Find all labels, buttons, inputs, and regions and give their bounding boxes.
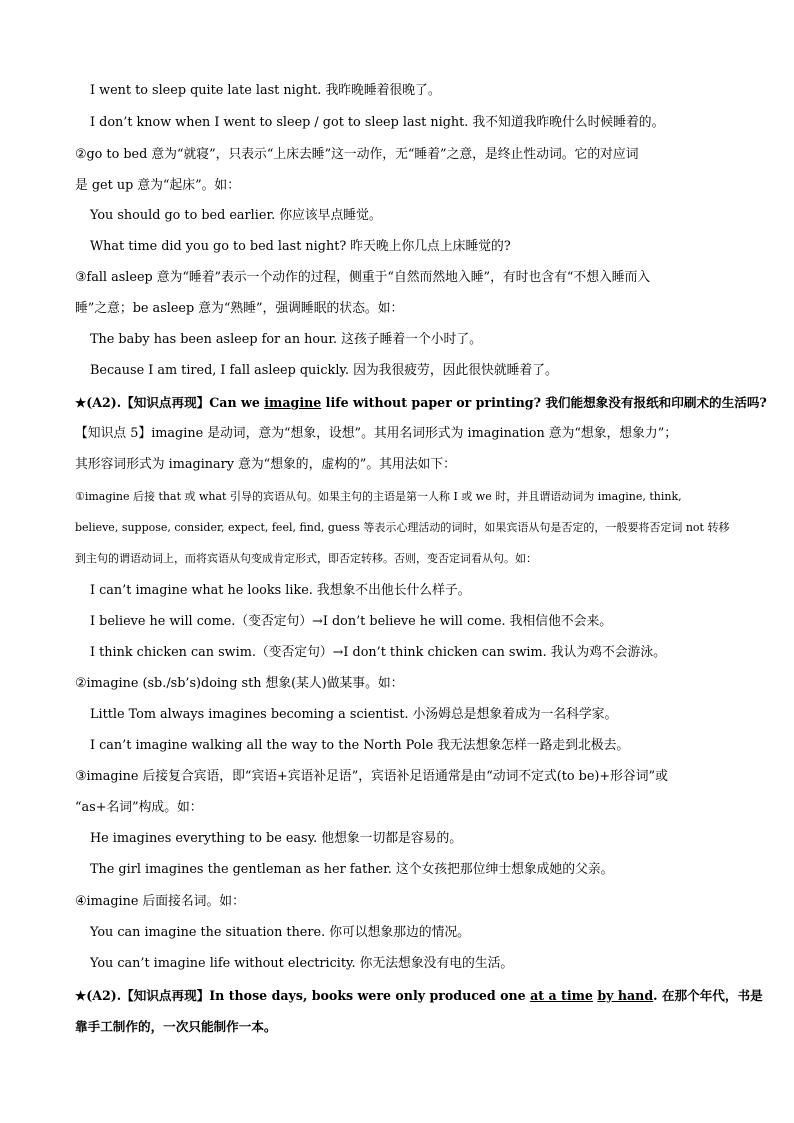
example-sentence: I think chicken can swim.（变否定句）→I don’t think chicken can swim. 我认为鸡不会游泳。 <box>90 645 666 660</box>
example-sentence: I believe he will come.（变否定句）→I don’t believe he will come. 我相信他不会来。 <box>90 614 613 629</box>
usage-note-small: believe, suppose, consider, expect, feel, find, guess 等表示心理活动的词时，如果宾语从句是否定的，一般要将否定词 not 转移 <box>75 521 730 534</box>
usage-note: 是 get up 意为“起床”。如： <box>75 178 241 193</box>
usage-note: ③imagine 后接复合宾语，即“宾语+宾语补足语”，宾语补足语通常是由“动词不定式(to be)+形谷词”或 <box>75 769 668 784</box>
example-sentence: The girl imagines the gentleman as her father. 这个女孩把那位绅士想象成她的父亲。 <box>90 862 614 877</box>
usage-note: ②go to bed 意为“就寝”，只表示“上床去睡”这一动作，无“睡着”之意，是终止性动词。它的对应词 <box>75 147 639 162</box>
knowledge-point-recap <box>75 393 767 413</box>
usage-note: ④imagine 后面接名词。如： <box>75 894 245 909</box>
recap-underlined-phrase: by hand <box>597 988 654 1003</box>
knowledge-point-5-heading: 【知识点 5】imagine 是动词，意为“想象，设想”。其用名词形式为 imagination 意为“想象，想象力”； <box>75 426 678 441</box>
example-sentence: I went to sleep quite late last night. 我昨晚睡着很晚了。 <box>90 83 441 98</box>
recap-suffix: life without paper or printing? 我们能想象没有报纸和印刷术的生活吗? <box>321 395 767 410</box>
example-sentence: What time did you go to bed last night? 昨天晚上你几点上床睡觉的? <box>90 239 511 254</box>
knowledge-point-recap-continued: 靠手工制作的，一次只能制作一本。 <box>75 1019 277 1034</box>
example-sentence: Little Tom always imagines becoming a scientist. 小汤姆总是想象着成为一名科学家。 <box>90 707 618 722</box>
example-sentence: You can imagine the situation there. 你可以想象那边的情况。 <box>90 925 470 940</box>
recap-underlined-phrase: at a time <box>530 988 593 1003</box>
usage-note: ②imagine (sb./sb’s)doing sth 想象(某人)做某事。如： <box>75 676 404 691</box>
recap-suffix: . 在那个年代，书是 <box>653 988 763 1003</box>
example-sentence: I don’t know when I went to sleep / got to sleep last night. 我不知道我昨晚什么时候睡着的。 <box>90 115 665 130</box>
recap-prefix: ★(A2).【知识点再现】In those days, books were only produced one <box>75 988 531 1003</box>
example-sentence: You can’t imagine life without electricity. 你无法想象没有电的生活。 <box>90 956 514 971</box>
example-sentence: He imagines everything to be easy. 他想象一切都是容易的。 <box>90 831 463 846</box>
usage-note-small: 到主句的谓语动词上，而将宾语从句变成肯定形式，即否定转移。否则，变否定词看从句。如： <box>75 552 537 565</box>
recap-prefix: ★(A2).【知识点再现】Can we <box>75 395 265 410</box>
example-sentence: The baby has been asleep for an hour. 这孩子睡着一个小时了。 <box>90 332 482 347</box>
usage-note: ③fall asleep 意为“睡着”表示一个动作的过程，侧重于“自然而然地入睡”，有时也含有“不想入睡而入 <box>75 270 651 285</box>
example-sentence: You should go to bed earlier. 你应该早点睡觉。 <box>90 208 382 223</box>
knowledge-point-recap <box>75 986 763 1006</box>
usage-note-small: ①imagine 后接 that 或 what 引导的宾语从句。如果主句的主语是第一人称 I 或 we 时，并且谓语动词为 imagine, think, <box>75 490 682 503</box>
example-sentence: Because I am tired, I fall asleep quickly. 因为我很疲劳，因此很快就睡着了。 <box>90 363 558 378</box>
usage-note: “as+名词”构成。如： <box>75 800 203 815</box>
example-sentence: I can’t imagine walking all the way to the North Pole 我无法想象怎样一路走到北极去。 <box>90 738 630 753</box>
knowledge-point-5-text: 其形容词形式为 imaginary 意为“想象的，虚构的”。其用法如下： <box>75 457 456 472</box>
example-sentence: I can’t imagine what he looks like. 我想象不出他长什么样子。 <box>90 583 471 598</box>
usage-note: 睡”之意；be asleep 意为“熟睡”，强调睡眠的状态。如： <box>75 301 404 316</box>
recap-underlined-word: imagine <box>264 395 322 410</box>
